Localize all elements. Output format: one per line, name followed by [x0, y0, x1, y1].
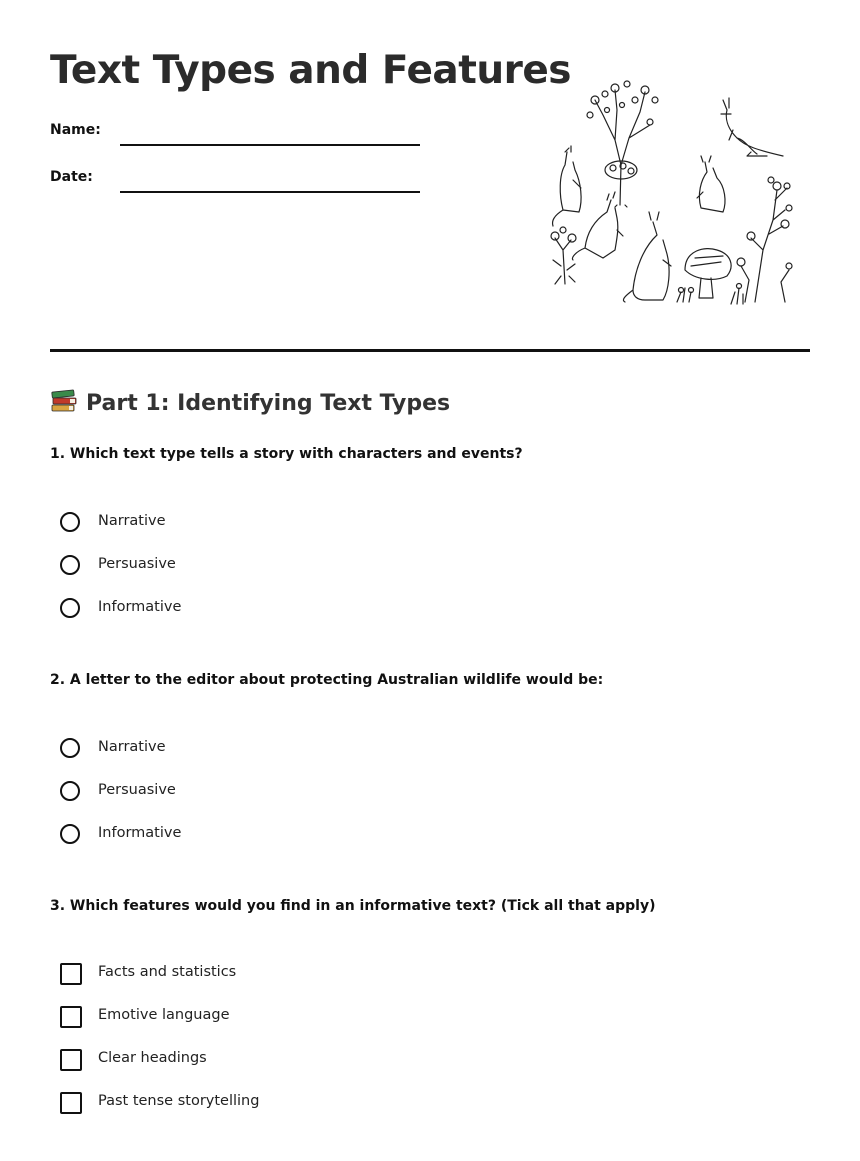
kangaroo-center — [623, 212, 671, 302]
radio-button[interactable] — [60, 781, 80, 801]
radio-button[interactable] — [60, 555, 80, 575]
books-icon — [50, 388, 78, 414]
q1-option-informative[interactable] — [60, 597, 460, 623]
name-write-line[interactable] — [120, 144, 420, 146]
radio-button[interactable] — [60, 598, 80, 618]
kangaroo-left — [552, 146, 581, 226]
part-1-title: Part 1: Identifying Text Types — [86, 391, 451, 416]
small-plants — [677, 284, 743, 305]
q3-option-emotive[interactable] — [60, 1005, 460, 1031]
kangaroo-illustration — [545, 70, 800, 310]
date-write-line[interactable] — [120, 191, 420, 193]
option-label: Narrative — [98, 739, 166, 755]
q1-option-narrative[interactable] — [60, 511, 460, 537]
q3-option-facts[interactable] — [60, 962, 460, 988]
name-field[interactable] — [50, 122, 420, 152]
radio-button[interactable] — [60, 512, 80, 532]
q2-option-informative[interactable] — [60, 823, 460, 849]
option-label: Persuasive — [98, 782, 176, 798]
tree-drawing — [587, 81, 658, 207]
option-label: Emotive language — [98, 1007, 230, 1023]
question-3-text: 3. Which features would you find in an informative text? (Tick all that apply) — [50, 898, 656, 914]
mushroom-drawing — [685, 249, 731, 298]
option-label: Informative — [98, 599, 182, 615]
date-label: Date: — [50, 169, 93, 185]
option-label: Clear headings — [98, 1050, 207, 1066]
flowers-right — [737, 177, 792, 302]
q3-option-past-tense[interactable] — [60, 1091, 460, 1117]
option-label: Facts and statistics — [98, 964, 237, 980]
kangaroo-top-right — [721, 98, 783, 156]
date-field[interactable] — [50, 169, 420, 199]
q2-option-persuasive[interactable] — [60, 780, 460, 806]
question-2-text: 2. A letter to the editor about protecting Australian wildlife would be: — [50, 672, 604, 688]
checkbox[interactable] — [60, 1006, 82, 1028]
part-1-heading — [50, 388, 450, 416]
kangaroo-mid-left — [573, 192, 624, 260]
radio-button[interactable] — [60, 824, 80, 844]
question-1-text: 1. Which text type tells a story with characters and events? — [50, 446, 523, 462]
option-label: Persuasive — [98, 556, 176, 572]
option-label: Narrative — [98, 513, 166, 529]
option-label: Past tense storytelling — [98, 1093, 260, 1109]
option-label: Informative — [98, 825, 182, 841]
q2-option-narrative[interactable] — [60, 737, 460, 763]
checkbox[interactable] — [60, 963, 82, 985]
checkbox[interactable] — [60, 1049, 82, 1071]
q3-option-headings[interactable] — [60, 1048, 460, 1074]
worksheet-title: Text Types and Features — [50, 48, 572, 93]
kangaroo-center-right — [697, 156, 725, 212]
q1-option-persuasive[interactable] — [60, 554, 460, 580]
checkbox[interactable] — [60, 1092, 82, 1114]
section-divider — [50, 349, 810, 352]
name-label: Name: — [50, 122, 101, 138]
radio-button[interactable] — [60, 738, 80, 758]
flowers-left — [551, 227, 576, 284]
